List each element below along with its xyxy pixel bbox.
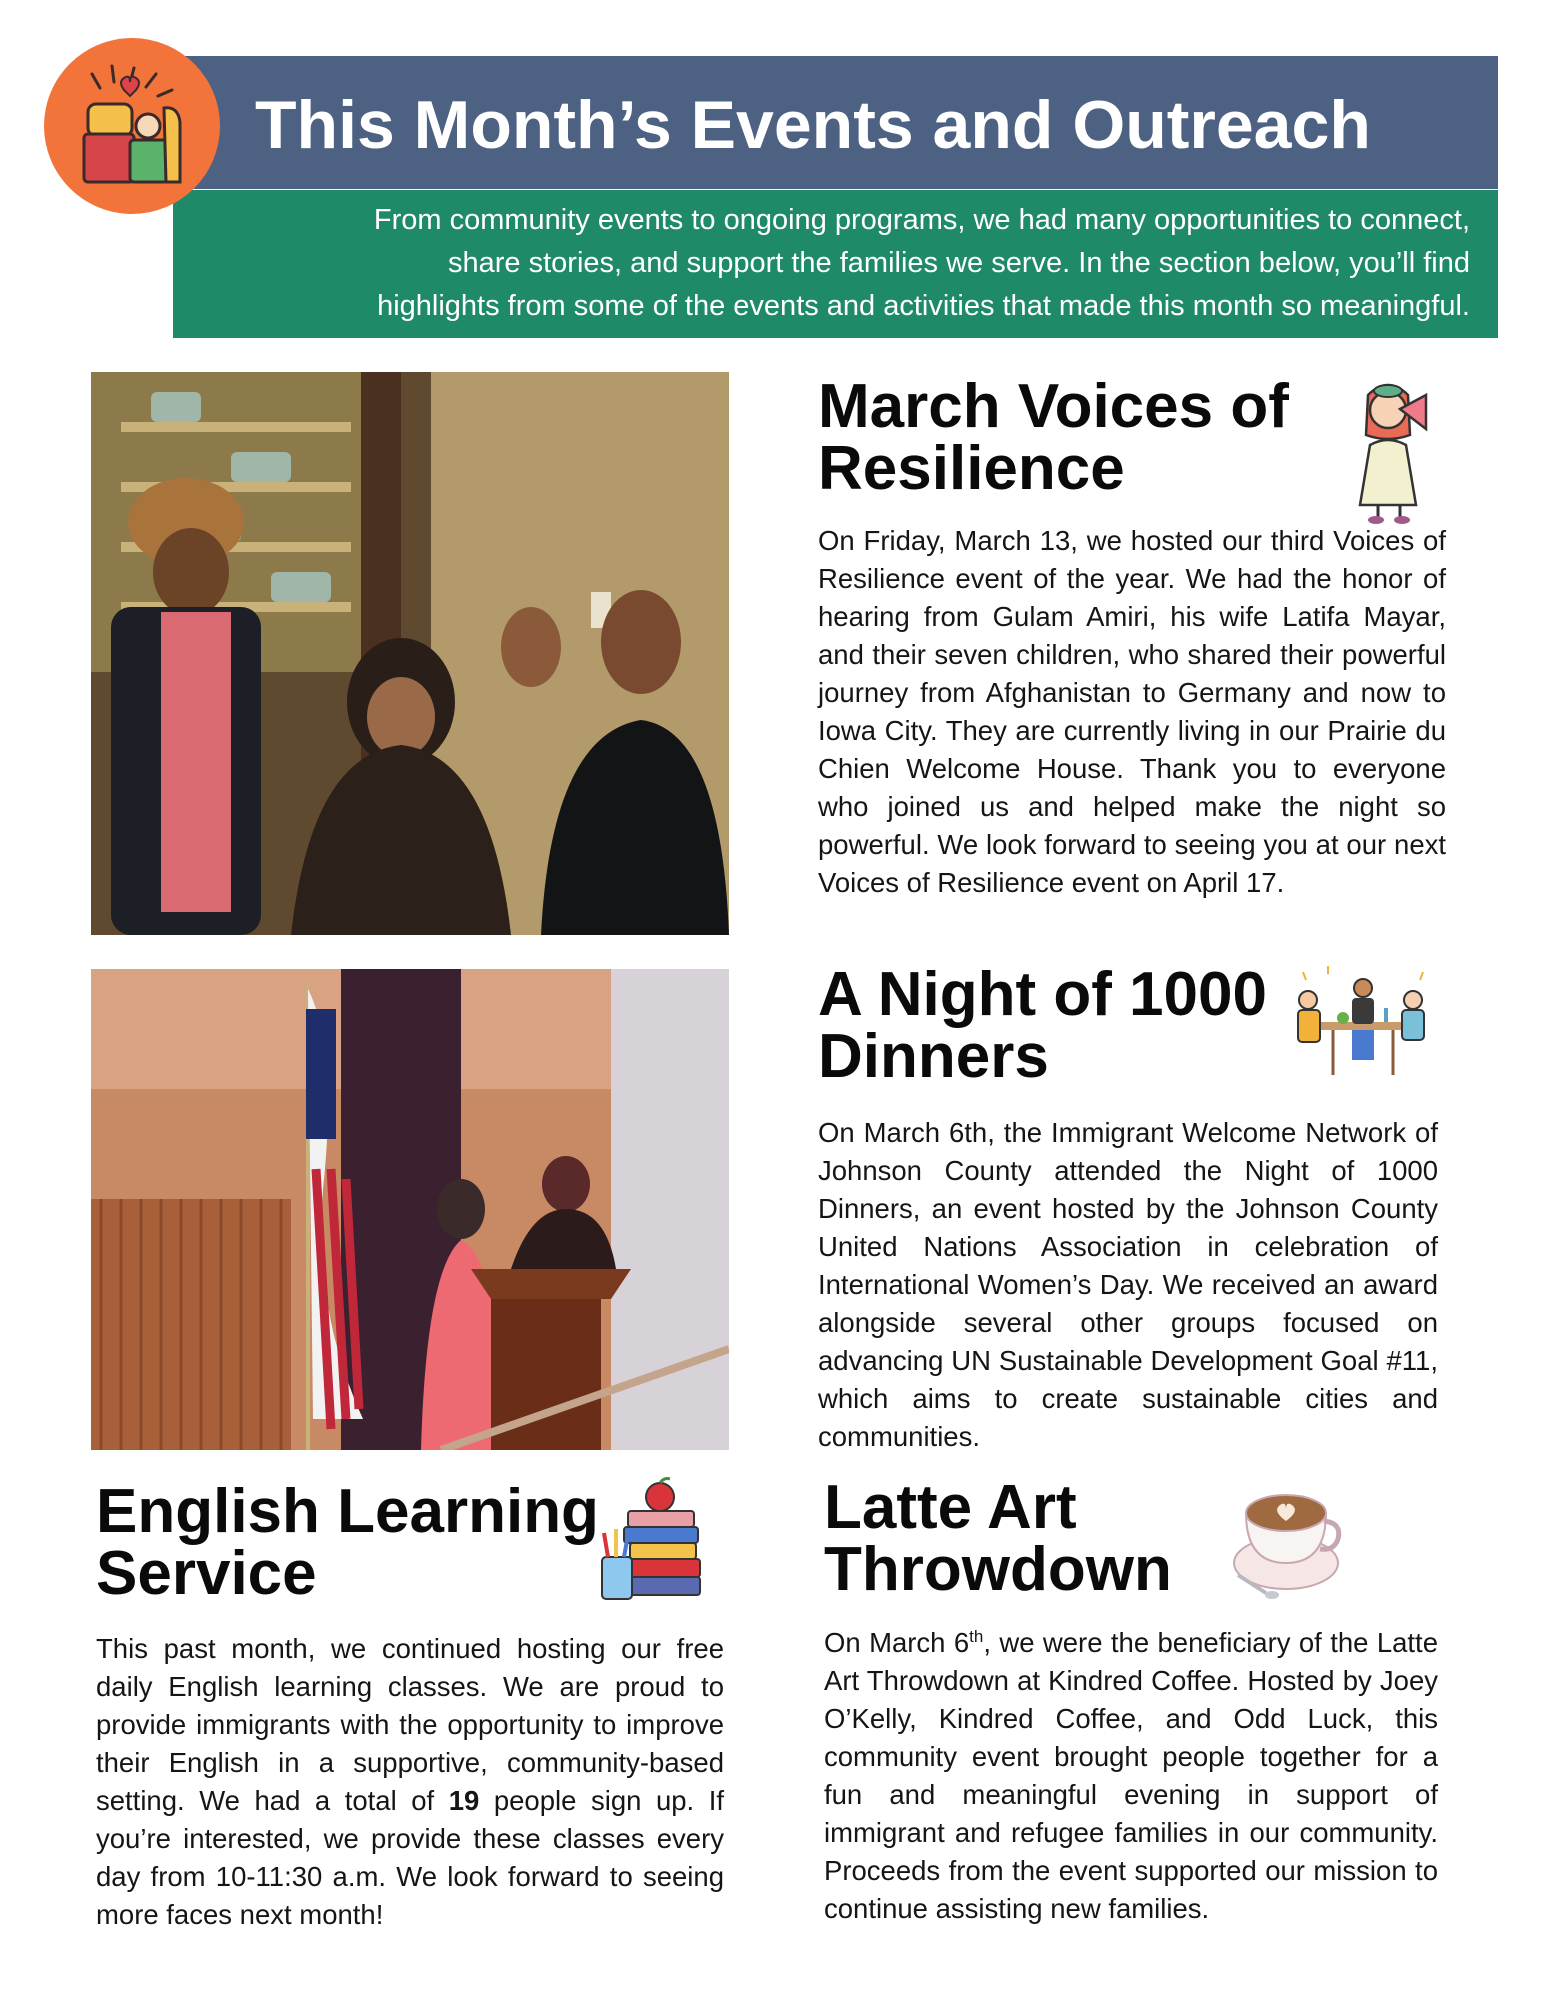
title-line: A Night of 1000 bbox=[818, 960, 1267, 1029]
latte-cup-icon bbox=[1228, 1463, 1348, 1603]
community-people-icon bbox=[44, 38, 220, 214]
night-1000-title bbox=[818, 960, 1298, 1091]
title-line: Throwdown bbox=[824, 1535, 1172, 1604]
latte-art-title bbox=[824, 1473, 1244, 1604]
ordinal-suffix: th bbox=[969, 1626, 984, 1646]
dinner-party-icon bbox=[1288, 960, 1438, 1080]
body-part: people sign up. If you’re interested, we provide these classes every day from 10-11:30 a.m. We look forward to seeing more faces next month! bbox=[96, 1785, 724, 1930]
english-learning-title bbox=[96, 1477, 616, 1608]
title-line: Resilience bbox=[818, 434, 1125, 503]
intro-line: From community events to ongoing programs, we had many opportunities to connect, bbox=[373, 204, 1470, 236]
march-voices-title bbox=[818, 372, 1338, 503]
logo-badge bbox=[44, 38, 220, 214]
title-line: March Voices of bbox=[818, 372, 1289, 441]
body-part: This past month, we continued hosting our free daily English learning classes. We are proud to provide immigrants with the opportunity to improve their English in a supportive, community-based setting. We had a total of bbox=[96, 1633, 724, 1816]
title-line: English Learning bbox=[96, 1477, 599, 1546]
intro-text bbox=[190, 199, 1470, 329]
intro-line: highlights from some of the events and activities that made this month so meaningful. bbox=[377, 290, 1470, 322]
title-line: Dinners bbox=[818, 1022, 1049, 1091]
english-learning-body bbox=[96, 1630, 724, 1934]
night-1000-body: On March 6th, the Immigrant Welcome Network of Johnson County attended the Night of 1000 Dinners, an event hosted by the Johnson County United Nations Association in celebration of International Women’s Day. We received an award alongside several other groups focused on advancing UN Sustainable Development Goal #11, which aims to create sustainable cities and communities. bbox=[818, 1117, 1438, 1452]
body-part: On March 6 bbox=[824, 1627, 970, 1658]
title-line: Latte Art bbox=[824, 1473, 1077, 1542]
body-part: , we were the beneficiary of the Latte Art Throwdown at Kindred Coffee. Hosted by Joey O’Kelly, Kindred Coffee, and Odd Luck, this community event brought people together for a fun and meaningful evening in support of immigrant and refugee families in our community. Proceeds from the event supported our mission to continue assisting new families. bbox=[824, 1627, 1438, 1924]
signup-count: 19 bbox=[448, 1785, 480, 1816]
page-title: This Month’s Events and Outreach bbox=[255, 87, 1371, 163]
title-line: Service bbox=[96, 1539, 317, 1608]
latte-art-body bbox=[824, 1624, 1438, 1928]
march-voices-body: On Friday, March 13, we hosted our third Voices of Resilience event of the year. We had the honor of hearing from Gulam Amiri, his wife Latifa Mayar, and their seven children, who shared their powerful journey from Afghanistan to Germany and now to Iowa City. They are currently living in our Prairie du Chien Welcome House. Thank you to everyone who joined us and helped make the night so powerful. We look forward to seeing you at our next Voices of Resilience event on April 17. bbox=[818, 525, 1446, 898]
megaphone-girl-icon bbox=[1338, 365, 1438, 525]
books-apple-icon bbox=[598, 1477, 708, 1602]
intro-line: share stories, and support the families we serve. In the section below, you’ll find bbox=[448, 247, 1470, 279]
podium-speech-photo bbox=[91, 969, 729, 1450]
group-meeting-photo bbox=[91, 372, 729, 935]
